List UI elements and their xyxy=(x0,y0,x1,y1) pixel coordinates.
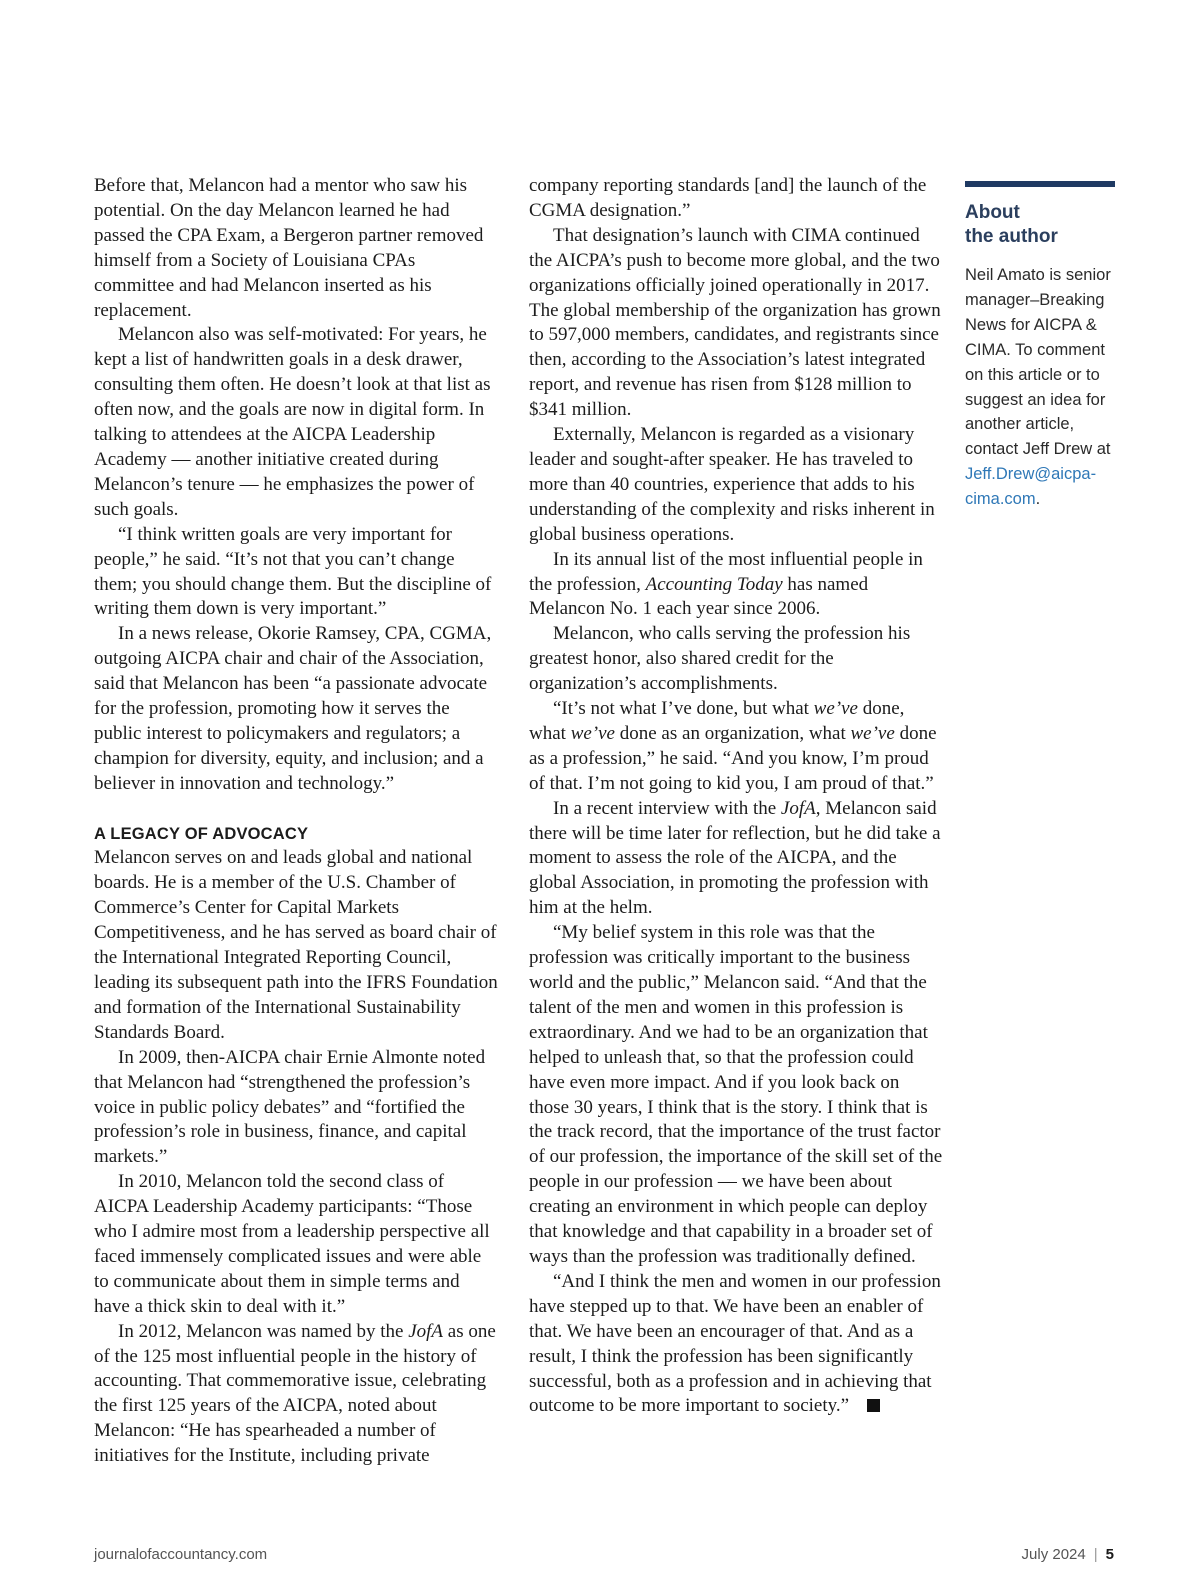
paragraph: Melancon serves on and leads global and national boards. He is a member of the U.S. Chamber of Commerce’s Center for Capital Markets Competitiveness, and he has served as board chair of the International Integrated Reporting Council, leading its subsequent path into the IFRS Foundation and formation of the International Sustainability Standards Board. xyxy=(94,847,498,1043)
paragraph: In a news release, Okorie Ramsey, CPA, CGMA, outgoing AICPA chair and chair of the Association, said that Melancon has been “a passionate advocate for the profession, promoting how it serves the public interest to policymakers and regulators; a champion for diversity, equity, and inclusion; and a believer in innovation and technology.” xyxy=(94,623,492,794)
text-run: as one of the 125 most influential people in the history of accounting. That commemorative issue, celebrating the first 125 years of the AICPA, noted about Melancon: “He has spearheaded a number of initiatives for the Institute, including private xyxy=(94,1320,496,1467)
emphasis: we’ve xyxy=(570,722,615,744)
sidebar-title-line: About xyxy=(965,202,1020,223)
paragraph: Before that, Melancon had a mentor who saw his potential. On the day Melancon learned he had passed the CPA Exam, a Bergeron partner removed himself from a Society of Louisiana CPAs committee and had Melancon inserted as his replacement. xyxy=(94,175,484,321)
text-run: “And I think the men and women in our profession have stepped up to that. We have been an enabler of that. We have been an encourager of that. And as a result, I think the profession has been significantly successful, both as a profession and in achieving that outcome to be more important to society.” xyxy=(529,1270,941,1417)
middle-column xyxy=(529,174,944,1419)
text-run: In a recent interview with the xyxy=(553,797,781,819)
paragraph xyxy=(529,697,944,797)
paragraph: In 2009, then-AICPA chair Ernie Almonte noted that Melancon had “strengthened the profession’s voice in public policy debates” and “fortified the profession’s role in business, finance, and capital markets.” xyxy=(94,1046,486,1168)
paragraph xyxy=(529,1270,944,1419)
section-heading: A LEGACY OF ADVOCACY xyxy=(94,824,309,843)
paragraph: In 2010, Melancon told the second class of AICPA Leadership Academy participants: “Those who I admire most from a leadership perspective all faced immensely complicated issues and were able to communicate about them in simple terms and have a thick skin to deal with it.” xyxy=(94,1171,490,1317)
sidebar-rule xyxy=(965,181,1115,187)
paragraph: Melancon also was self-motivated: For years, he kept a list of handwritten goals in a desk drawer, consulting them often. He doesn’t look at that list as often now, and the goals are now in digital form. In talking to attendees at the AICPA Leadership Academy — another initiative created during Melancon’s tenure — he emphasizes the power of such goals. xyxy=(94,324,491,520)
paragraph xyxy=(94,1320,500,1469)
about-author-sidebar xyxy=(965,181,1115,512)
footer-page-info xyxy=(1022,1546,1114,1563)
text-run: has named Melancon No. 1 each year since 2006. xyxy=(529,573,869,620)
author-bio-text: Neil Amato is senior manager–Breaking News for AICPA & CIMA. To comment on this article or to suggest an idea for another article, contact Jeff Drew at xyxy=(965,266,1111,459)
paragraph: Melancon, who calls serving the profession his greatest honor, also shared credit for the organization’s accomplishments. xyxy=(529,623,911,695)
emphasis: we’ve xyxy=(850,722,895,744)
footer-separator: | xyxy=(1093,1546,1098,1563)
paragraph xyxy=(529,797,944,922)
publication-title: Accounting Today xyxy=(645,573,783,595)
issue-date: July 2024 xyxy=(1021,1546,1086,1563)
text-run: In 2012, Melancon was named by the xyxy=(118,1320,409,1342)
paragraph: That designation’s launch with CIMA continued the AICPA’s push to become more global, and the two organizations officially joined operationally in 2017. The global membership of the organization has grown to 597,000 members, candidates, and registrants since then, according to the Association’s latest integrated report, and revenue has risen from $128 million to $341 million. xyxy=(529,224,941,421)
left-column xyxy=(94,174,500,1469)
text-run: done, what xyxy=(529,698,905,744)
text-run: , Melancon said there will be time later for reflection, but he did take a moment to assess the role of the AICPA, and the global Association, in promoting the profession with him at the helm. xyxy=(529,797,941,919)
paragraph xyxy=(529,548,944,623)
text-run: In its annual list of the most influential people in the profession, xyxy=(529,548,923,595)
paragraph: Externally, Melancon is regarded as a visionary leader and sought-after speaker. He has traveled to more than 40 countries, experience that adds to his understanding of the complexity and risks inherent in global business operations. xyxy=(529,424,935,545)
author-email-link[interactable]: Jeff.Drew@aicpa-cima.com xyxy=(965,465,1097,509)
paragraph: company reporting standards [and] the launch of the CGMA designation.” xyxy=(529,175,927,221)
text-run: done as an organization, what xyxy=(615,722,851,744)
sidebar-title xyxy=(965,201,1115,249)
author-bio xyxy=(965,263,1115,512)
page-number: 5 xyxy=(1105,1546,1114,1563)
paragraph: “I think written goals are very important for people,” he said. “It’s not that you can’t change them; you should change them. But the discipline of writing them down is very important.” xyxy=(94,523,492,620)
footer-site-url: journalofaccountancy.com xyxy=(94,1546,268,1563)
paragraph: “My belief system in this role was that the profession was critically important to the business world and the public,” Melancon said. “And that the talent of the men and women in this profession is extraordinary. And we had to be an organization that helped to unleash that, so that the profession could have even more impact. And if you look back on those 30 years, I think that is the story. I think that is the track record, that the importance of the trust factor of our profession, the importance of the skill set of the people in our profession — we have been about creating an environment in which people can deploy that knowledge and that capability in a broader set of ways than the profession was traditionally defined. xyxy=(529,922,943,1267)
text-run: done as a profession,” he said. “And you know, I’m proud of that. I’m not going to kid you, I am proud of that.” xyxy=(529,722,937,794)
sidebar-title-line: the author xyxy=(965,226,1058,247)
end-of-article-square-icon xyxy=(867,1399,880,1412)
emphasis: we’ve xyxy=(813,698,858,720)
publication-title: JofA xyxy=(408,1320,444,1342)
text-run: “It’s not what I’ve done, but what xyxy=(553,698,814,720)
period: . xyxy=(1035,490,1041,509)
publication-title: JofA xyxy=(780,797,816,819)
